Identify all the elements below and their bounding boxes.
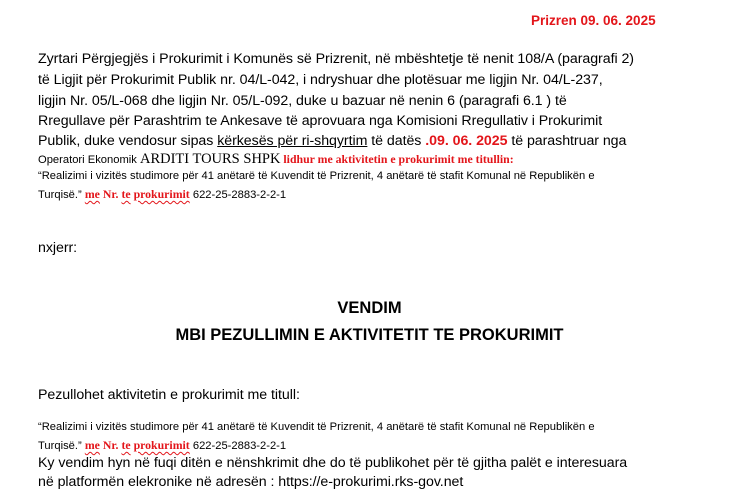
intro-title-line-2 [38, 185, 286, 203]
intro-title-te: te [121, 187, 131, 201]
issue-label: nxjerr: [38, 240, 78, 256]
operator-name: ARDITI TOURS SHPK [139, 151, 281, 167]
decision-subtitle: MBI PEZULLIMIN E AKTIVITETIT TE PROKURIMIT [175, 326, 564, 344]
intro-procurement-code: 622-25-2883-2-2-1 [189, 189, 287, 201]
intro-title-line-1: “Realizimi i vizitës studimore për 41 anëtarë të Kuvendit të Prizrenit, 4 anëtarë të stafit Komunal në Republikën e [38, 170, 595, 182]
intro-line-5-end: të parashtruar nga [507, 133, 627, 149]
operator-suffix: lidhur me aktivitetin e prokurimit me titullin: [280, 152, 514, 166]
closing-line-1: Ky vendim hyn në fuqi ditën e nënshkrimit dhe do të publikohet për të gjitha palët e interesuara [38, 455, 628, 471]
intro-line-5 [38, 133, 626, 149]
intro-line-4: Rregullave për Parashtrim te Ankesave të aprovuara nga Komisioni Rregullativ i Prokurimit [38, 113, 603, 129]
intro-line-5-mid: të datës [367, 133, 426, 149]
intro-line-1: Zyrtari Përgjegjës i Prokurimit i Komunës së Prizrenit, në mbështetje të nenit 108/A (paragrafi 2) [38, 51, 634, 67]
intro-title-nr: Nr. [99, 187, 122, 201]
suspension-title-te: te [121, 438, 131, 452]
suspension-title-line-1: “Realizimi i vizitës studimore për 41 anëtarë të Kuvendit të Prizrenit, 4 anëtarë të stafit Komunal në Republikën e [38, 421, 595, 433]
intro-line-3: ligjin Nr. 05/L-068 dhe ligjin Nr. 05/L-092, duke u bazuar në nenin 6 (paragrafi 6.1 ) të [38, 93, 567, 109]
intro-line-2: të Ligjit për Prokurimit Publik nr. 04/L-042, i ndryshuar dhe plotësuar me ligjin Nr. 04/L-237, [38, 72, 603, 88]
operator-line [38, 150, 514, 168]
decision-title: VENDIM [337, 299, 402, 317]
intro-title-me: me [84, 187, 100, 201]
intro-title-country: Turqisë.” [38, 189, 85, 201]
document-date: Prizren 09. 06. 2025 [531, 13, 656, 28]
suspension-lead: Pezullohet aktivitetin e prokurimit me titull: [38, 387, 300, 403]
suspension-title-line-2 [38, 436, 286, 454]
suspension-procurement-code: 622-25-2883-2-2-1 [189, 440, 287, 452]
suspension-title-me: me [84, 438, 100, 452]
closing-line-2: në platformën elekronike në adresën : https://e-prokurimi.rks-gov.net [38, 474, 464, 490]
operator-label: Operatori Ekonomik [38, 154, 140, 166]
suspension-title-prokurimit: prokurimit [133, 438, 190, 452]
request-review-phrase: kërkesës për ri-shqyrtim [217, 133, 368, 149]
intro-line-5-start: Publik, duke vendosur sipas [38, 133, 218, 149]
request-date: .09. 06. 2025 [425, 133, 508, 149]
suspension-title-nr: Nr. [99, 438, 122, 452]
intro-title-prokurimit: prokurimit [133, 187, 190, 201]
suspension-title-country: Turqisë.” [38, 440, 85, 452]
